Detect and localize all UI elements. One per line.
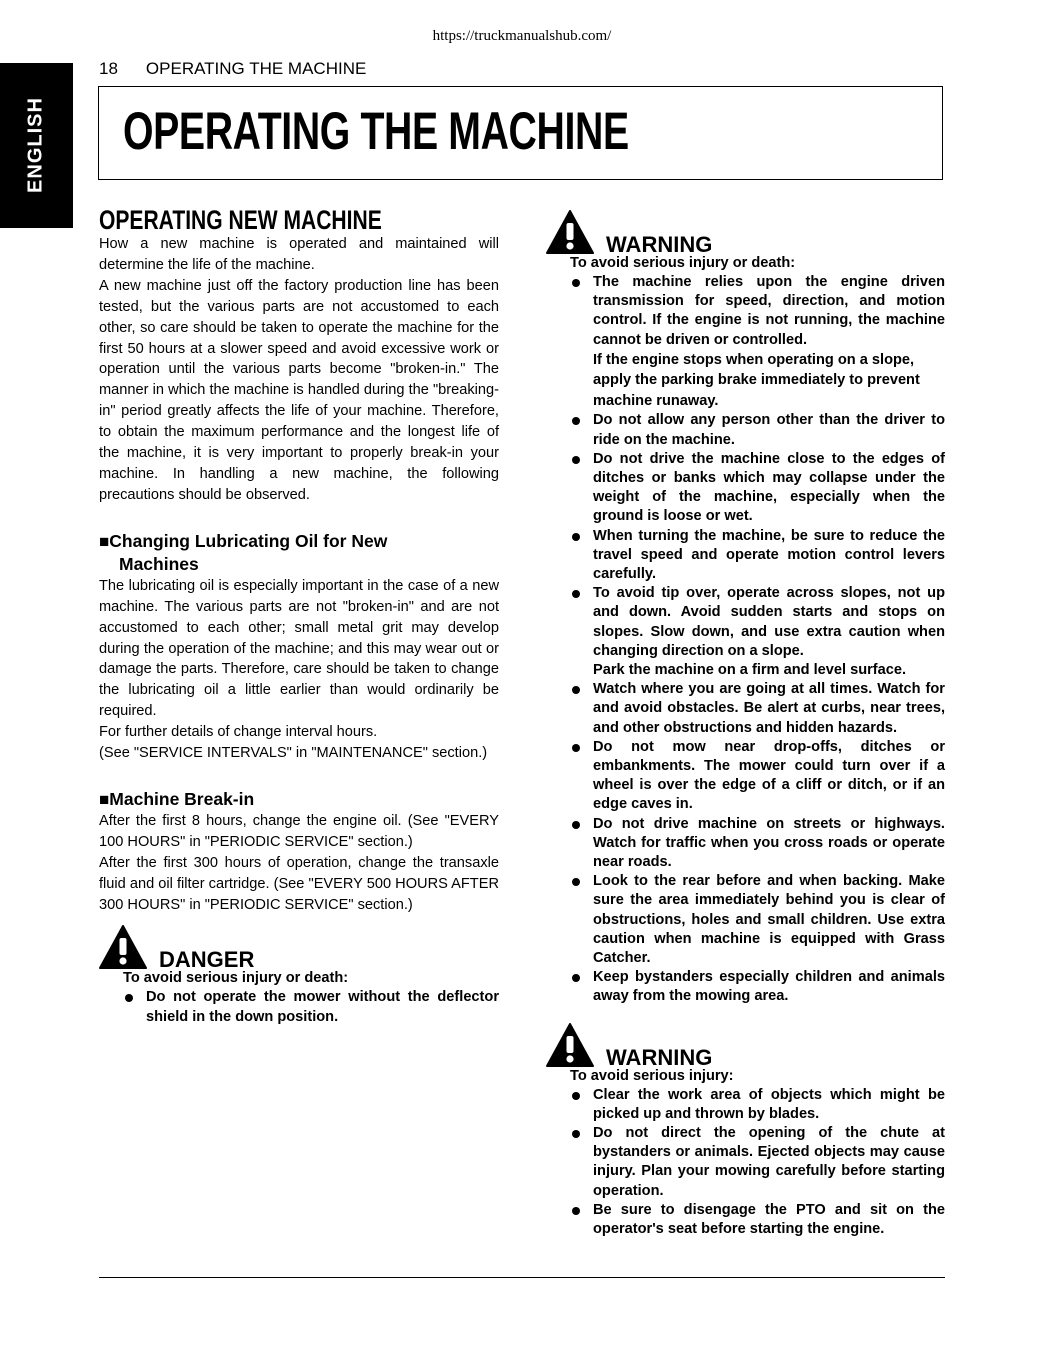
danger-list [123,988,499,1026]
list-item: Do not direct the opening of the chute at bystanders or animals. Ejected objects may cause injury. Plan your mowing carefully before starting operation. [570,1124,945,1201]
list-item: Do not mow near drop-offs, ditches or embankments. The mower could turn over if a wheel is over the edge of a cliff or ditch, or if an edge caves in. [570,738,945,815]
language-tab [0,63,73,228]
list-item: Do not operate the mower without the deflector shield in the down position. [123,988,499,1026]
lube-heading-line2: Machines [119,553,199,574]
lube-paragraph-1: The lubricating oil is especially important in the case of a new machine. The various parts are not "broken-in" and are not accustomed to each other; small metal grit may develop during the operation of the machine; and this may wear out or damage the parts. Therefore, care should be taken to change the lubricating oil a little earlier than would ordinarily be required. [99,577,499,720]
warning-header [546,208,945,257]
list-item: Look to the rear before and when backing. Make sure the area immediately behind you is clear of obstructions, holes and small children. Use extra caution when machine is equipped with Grass Catcher. [570,872,945,968]
warning-intro: To avoid serious injury: [570,1067,734,1084]
warning-block-2 [546,1021,945,1240]
breakin-heading-text: Machine Break-in [109,788,255,809]
warning-header [546,1021,945,1070]
breakin-heading [99,788,499,811]
list-item: Do not drive the machine close to the edges of ditches or banks which may collapse under the weight of the machine, especially when the ground is loose or wet. [570,450,945,527]
list-item: Do not drive machine on streets or highways. Watch for traffic when you cross roads or operate near roads. [570,815,945,873]
list-item: The machine relies upon the engine driven transmission for speed, direction, and motion control. If the engine is not running, the machine cannot be driven or controlled. If the engine stops when operating on a slope, apply the parking brake immediately to prevent machine runaway. [570,273,945,411]
list-item-note: If the engine stops when operating on a slope, apply the parking brake immediately to prevent machine runaway. [593,351,920,409]
left-column [99,205,499,1027]
square-bullet-icon: ■ [99,531,110,551]
danger-intro: To avoid serious injury or death: [123,970,349,987]
warning-signal-word: WARNING [606,232,713,257]
running-header [99,59,366,79]
warning-block-1 [546,208,945,1007]
breakin-paragraph-2: After the first 300 hours of operation, change the transaxle fluid and oil filter cartridge. (See "EVERY 500 HOURS AFTER 300 HOURS" in "PERIODIC SERVICE" section.) [99,854,499,913]
lube-paragraph-2: For further details of change interval hours. [99,724,378,741]
source-url[interactable]: https://truckmanualshub.com/ [432,28,612,44]
intro-paragraph-1: How a new machine is operated and maintained will determine the life of the machine. [99,236,499,273]
right-column [546,208,945,1239]
language-tab-label: ENGLISH [24,97,47,193]
warning-signal-word: WARNING [606,1044,713,1070]
lube-heading [99,530,499,576]
warning-triangle-icon [546,210,594,254]
list-item: Be sure to disengage the PTO and sit on the operator's seat before starting the engine. [570,1201,945,1239]
list-item: Watch where you are going at all times. Watch for and avoid obstacles. Be alert at curbs, near trees, and other obstructions and hidden hazards. [570,680,945,738]
danger-block [99,923,499,1026]
intro-paragraph-2: A new machine just off the factory production line has been tested, but the various parts are not accustomed to each other, so care should be taken to operate the machine for the first 50 hours at a slower speed and avoid excessive work or operation until the various parts become "broken-in." The manner in which the machine is handled during the "breaking-in" period greatly affects the life of your machine. Therefore, to obtain the maximum performance and the longest life of the machine, it is very important to properly break-in your machine. In handling a new machine, the following precautions should be observed. [99,277,499,503]
danger-signal-word: DANGER [159,947,255,973]
page-number: 18 [99,59,118,78]
list-item: Clear the work area of objects which might be picked up and thrown by blades. [570,1086,945,1124]
breakin-paragraph-1: After the first 8 hours, change the engine oil. (See "EVERY 100 HOURS" in "PERIODIC SERVICE" section.) [99,812,499,850]
page-title: OPERATING THE MACHINE [123,102,629,161]
danger-header [99,923,499,973]
lube-paragraph-3: (See "SERVICE INTERVALS" in "MAINTENANCE" section.) [99,745,488,762]
warning-intro: To avoid serious injury or death: [570,255,796,271]
warning-list [570,1086,945,1240]
list-item: When turning the machine, be sure to reduce the travel speed and operate motion control levers carefully. [570,527,945,585]
lube-heading-line1: Changing Lubricating Oil for New [109,530,388,551]
list-item: Keep bystanders especially children and animals away from the mowing area. [570,968,945,1006]
list-item: Do not allow any person other than the driver to ride on the machine. [570,411,945,449]
bottom-divider [99,1277,945,1278]
warning-triangle-icon [99,925,147,969]
square-bullet-icon: ■ [99,789,110,809]
list-item-note: Park the machine on a firm and level surface. [593,661,907,678]
warning-list [570,273,945,1007]
list-item: To avoid tip over, operate across slopes, not up and down. Avoid sudden starts and stops on slopes. Slow down, and use extra caution when changing direction on a slope. Park the machine on a firm and level surface. [570,584,945,680]
warning-triangle-icon [546,1023,594,1067]
title-box [98,86,943,180]
running-header-title: OPERATING THE MACHINE [145,59,367,78]
section-heading: OPERATING NEW MACHINE [99,205,382,235]
